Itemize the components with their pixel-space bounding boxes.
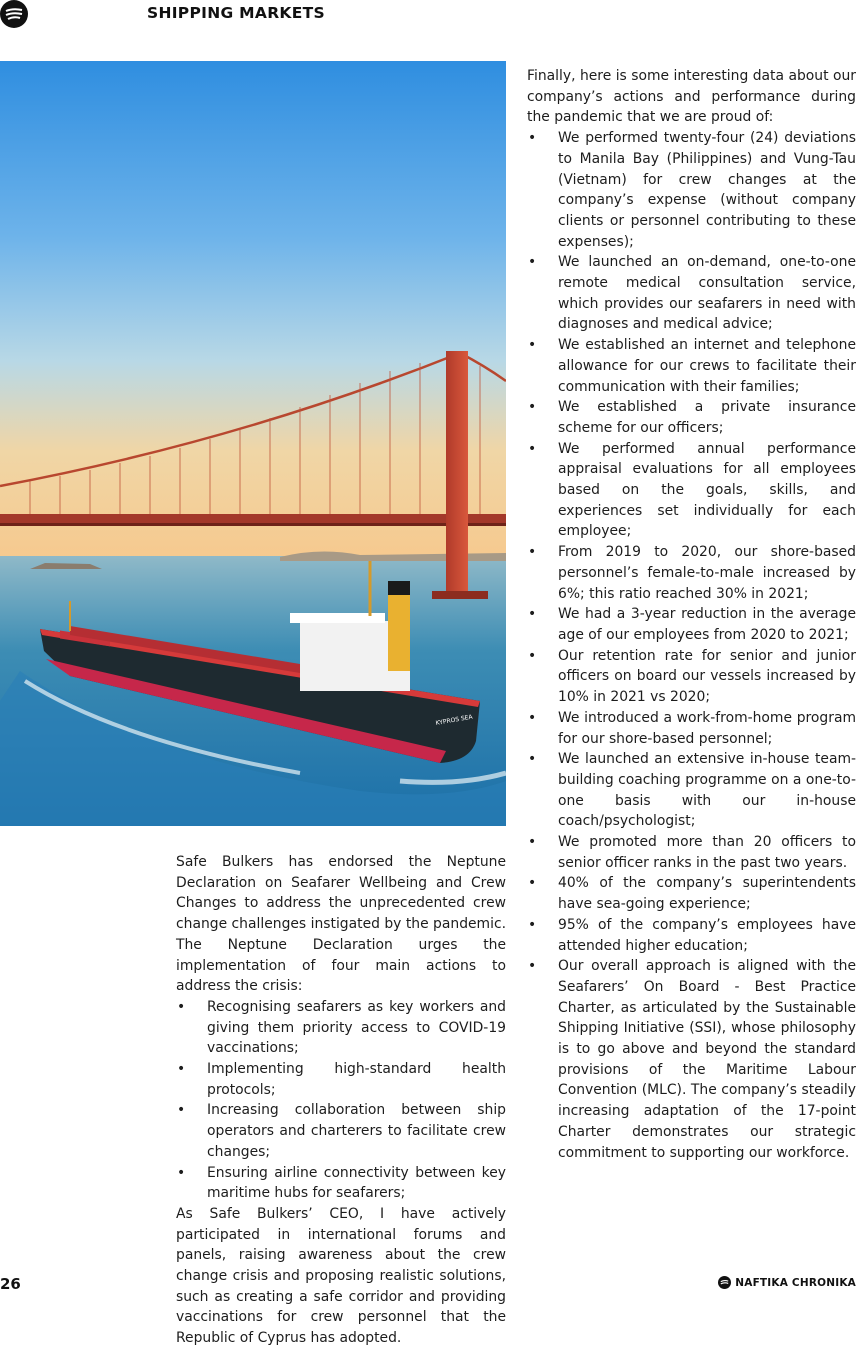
list-item: • We launched an on-demand, one-to-one remote medical consultation service, which provides our seafarers in need with diagnoses and medical advice; (527, 252, 856, 335)
list-item: • We had a 3-year reduction in the average age of our employees from 2020 to 2021; (527, 604, 856, 645)
article-photo (0, 61, 506, 826)
list-item: • We promoted more than 20 officers to senior officer ranks in the past two years. (527, 832, 856, 873)
footer-brand (718, 1276, 856, 1289)
section-title: SHIPPING MARKETS (147, 4, 325, 22)
article-column-left (176, 852, 506, 1349)
list-item: • Our overall approach is aligned with the Seafarers’ On Board - Best Practice Charter, as articulated by the Sustainable Shipping Initiative (SSI), whose philosophy is to go above and beyond the standard provisions of the Maritime Labour Convention (MLC). The company’s steadily increasing adaptation of the 17-point Charter demonstrates our strategic commitment to supporting our workforce. (527, 956, 856, 1163)
intro-paragraph: Safe Bulkers has endorsed the Neptune Declaration on Seafarer Wellbeing and Crew Changes to address the unprecedented crew change challenges instigated by the pandemic. The Neptune Declaration urges the implementation of four main actions to address the crisis: (176, 854, 506, 995)
list-item: • Recognising seafarers as key workers and giving them priority access to COVID-19 vaccinations; (176, 997, 506, 1059)
list-item: • We established an internet and telephone allowance for our crews to facilitate their communication with their families; (527, 335, 856, 397)
list-item: • 95% of the company’s employees have attended higher education; (527, 915, 856, 956)
list-item: • Ensuring airline connectivity between key maritime hubs for seafarers; (176, 1163, 506, 1204)
brand-name: NAFTIKA CHRONIKA (735, 1276, 856, 1289)
ceo-paragraph: As Safe Bulkers’ CEO, I have actively participated in international forums and panels, raising awareness about the crew change crisis and proposing realistic solutions, such as creating a safe corridor and providing vaccinations for crew personnel that the Republic of Cyprus has adopted. (176, 1205, 506, 1347)
list-item: • We performed annual performance appraisal evaluations for all employees based on the goals, skills, and experiences set individually for each employee; (527, 439, 856, 543)
list-item: • Our retention rate for senior and junior officers on board our vessels increased by 10% in 2021 vs 2020; (527, 646, 856, 708)
list-item: • 40% of the company’s superintendents have sea-going experience; (527, 873, 856, 914)
list-item: • Implementing high-standard health protocols; (176, 1059, 506, 1100)
list-item: • Increasing collaboration between ship operators and charterers to facilitate crew changes; (176, 1100, 506, 1162)
magazine-logo-icon (0, 0, 28, 28)
page-number: 26 (0, 1275, 21, 1293)
ship-name: KYPROS SEA (435, 713, 474, 727)
list-item: • We performed twenty-four (24) deviations to Manila Bay (Philippines) and Vung-Tau (Vietnam) for crew changes at the company’s expense (without company clients or personnel contributing to these expenses); (527, 128, 856, 252)
article-column-right (527, 66, 856, 1163)
list-item: • We introduced a work-from-home program for our shore-based personnel; (527, 708, 856, 749)
list-item: • We established a private insurance scheme for our officers; (527, 397, 856, 438)
data-points-list (527, 128, 856, 1163)
actions-list (176, 997, 506, 1204)
finally-paragraph: Finally, here is some interesting data about our company’s actions and performance during the pandemic that we are proud of: (527, 68, 856, 126)
list-item: • We launched an extensive in-house team-building coaching programme on a one-to-one basis with our in-house coach/psychologist; (527, 749, 856, 832)
list-item: • From 2019 to 2020, our shore-based personnel’s female-to-male increased by 6%; this ratio reached 30% in 2021; (527, 542, 856, 604)
naftika-logo-icon (718, 1276, 731, 1289)
